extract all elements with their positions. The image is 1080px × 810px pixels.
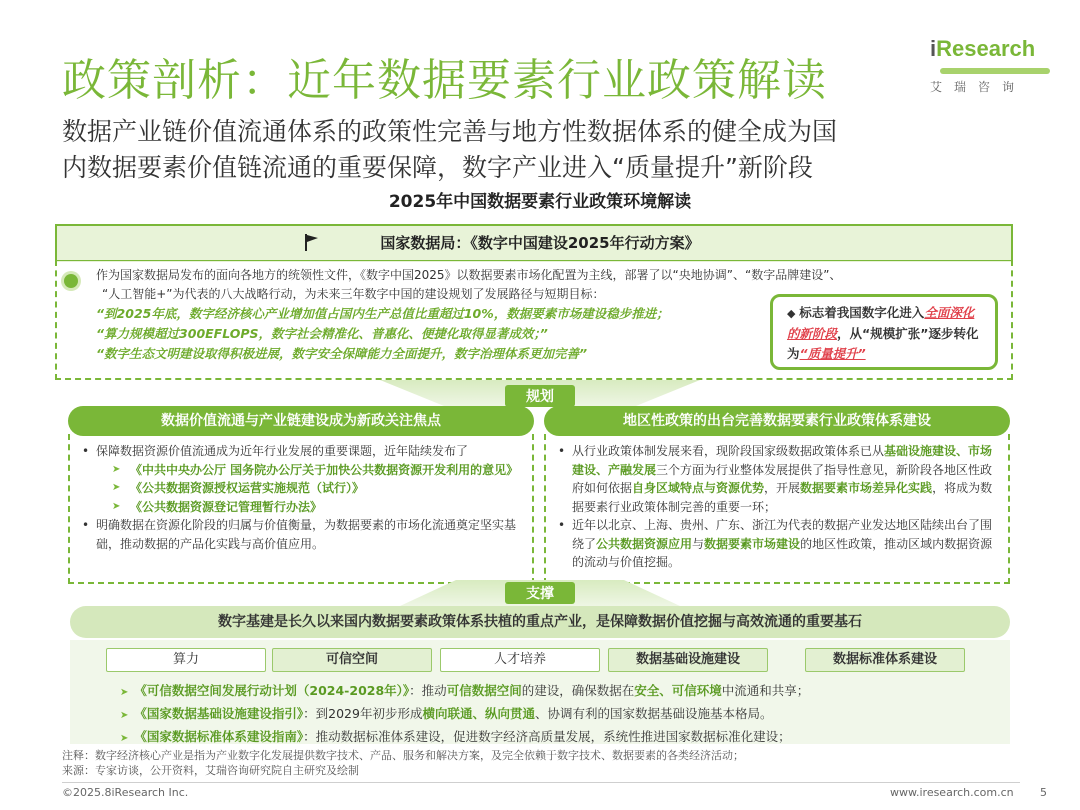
arrow-icon: ➤ [120, 710, 129, 721]
quote-3: “数字生态文明建设取得积极进展，数字安全保障能力全面提升，数字治理体系更加完善” [96, 346, 588, 361]
left-bullet-1: • 保障数据资源价值流通成为近年行业发展的重要课题，近年陆续发布了 [82, 442, 520, 461]
footer-divider [62, 782, 1020, 783]
top-header-label: 国家数据局：《数字中国建设2025年行动方案》 [380, 234, 700, 252]
ref-1-g2: 安全、可信环境 [634, 683, 722, 698]
right-bullet-1 [558, 442, 996, 516]
bubble-text-2: ，从“规模扩张”逐步转化为 [787, 326, 979, 361]
chip-talent: 人才培养 [440, 648, 600, 672]
rb2-c: 的地区性政策，推动区域内数据资源的流动与价值挖掘。 [572, 536, 993, 569]
plan-label: 规划 [505, 385, 575, 407]
ref-1-a: ：推动 [409, 683, 447, 698]
callout-bubble [770, 294, 998, 370]
rb2-b: 与 [692, 536, 705, 551]
left-column-box [68, 434, 534, 584]
subtitle-line-1: 数据产业链价值流通体系的政策性完善与地方性数据体系的健全成为国 [62, 117, 838, 146]
bubble-text-1: 标志着我国数字化进入 [799, 305, 925, 320]
left-doc-3: ➤ 《公共数据资源登记管理暂行办法》 [82, 498, 520, 517]
ref-row-3 [120, 726, 809, 749]
rb2-g1: 公共数据资源应用 [596, 536, 693, 551]
logo-swoosh [940, 68, 1050, 74]
support-label: 支撑 [505, 582, 575, 604]
website-url[interactable]: www.iresearch.com.cn [890, 786, 1014, 799]
page-number: 5 [1040, 786, 1047, 799]
diamond-icon: ◆ [787, 307, 800, 320]
left-doc-1: ➤ 《中共中央办公厅 国务院办公厅关于加快公共数据资源开发利用的意见》 [82, 461, 520, 480]
ref-row-1 [120, 680, 809, 703]
ref-2-a: ：到2029年初步形成 [303, 706, 423, 721]
ref-3-a: ：推动数据标准体系建设，促进数字经济高质量发展，系统性推进国家数据标准化建设； [303, 729, 791, 744]
subtitle-line-2: 内数据要素价值链流通的重要保障，数字产业进入“质量提升”新阶段 [62, 153, 813, 182]
logo-subtitle: 艾瑞咨询 [930, 80, 1027, 94]
ref-2-b: 、协调有利的国家数据基础设施基本格局。 [534, 706, 773, 721]
rb2-a: 近年以北京、上海、贵州、广东、浙江为代表的数据产业发达地区陆续出台了围绕了 [572, 518, 993, 551]
ref-1-c: 中流通和共享； [721, 683, 810, 698]
note-source: 来源：专家访谈，公开资料，艾瑞咨询研究院自主研究及绘制 [62, 764, 359, 777]
bubble-highlight-2: “质量提升” [799, 346, 866, 361]
ref-row-2 [120, 703, 809, 726]
rb1-g3: 数据要素市场差异化实践 [800, 481, 933, 495]
ref-2-doc: 《国家数据基础设施建设指引》 [134, 706, 304, 721]
rb1-g1: 基础设施建设、市场建设、产融发展 [572, 444, 993, 477]
bullet-dot-icon [64, 274, 78, 288]
page-title: 政策剖析：近年数据要素行业政策解读 [62, 55, 827, 106]
quote-1: “到2025年底，数字经济核心产业增加值占国内生产总值比重超过10%，数据要素市场建设稳步推进； [96, 306, 669, 321]
left-bullet-2: • 明确数据在资源化阶段的归属与价值衡量，为数据要素的市场化流通奠定坚实基础，推动数据的产品化实践与高价值应用。 [82, 516, 520, 553]
ref-1-doc: 《可信数据空间发展行动计划（2024-2028年）》 [134, 683, 410, 698]
intro-line-1: 作为国家数据局发布的面向各地方的统领性文件，《数字中国2025》以数据要素市场化配置为主线，部署了以“央地协调”、“数字品牌建设”、 [96, 268, 842, 282]
chip-data-standards: 数据标准体系建设 [805, 648, 965, 672]
left-doc-2: ➤ 《公共数据资源授权运营实施规范（试行）》 [82, 479, 520, 498]
rb1-c: ，开展 [764, 481, 801, 495]
chart-title: 2025年中国数据要素行业政策环境解读 [388, 192, 692, 212]
ref-1-b: 的建设，确保数据在 [521, 683, 635, 698]
left-column-header: 数据价值流通与产业链建设成为新政关注焦点 [68, 406, 534, 436]
rb1-g2: 自身区域特点与资源优势 [632, 481, 765, 495]
right-column-header: 地区性政策的出台完善数据要素行业政策体系建设 [544, 406, 1010, 436]
rb1-b: 三个方面为行业整体发展提供了指导性意见，新阶段各地区性政府如何依据 [572, 462, 993, 495]
page-subtitle [62, 114, 837, 186]
rb1-d: ，将成为数据要素行业政策体制完善的重要一环； [572, 481, 993, 514]
arrow-icon: ➤ [120, 733, 129, 744]
chip-data-infrastructure: 数据基础设施建设 [608, 648, 768, 672]
ref-2-g1: 横向联通、纵向贯通 [422, 706, 535, 721]
chip-trusted-space: 可信空间 [272, 648, 432, 672]
rb2-g2: 数据要素市场建设 [704, 536, 801, 551]
quote-2: “算力规模超过300EFLOPS，数字社会精准化、普惠化、便捷化取得显著成效；” [96, 326, 548, 341]
footnotes [62, 748, 744, 778]
note-1: 注释：数字经济核心产业是指为产业数字化发展提供数字技术、产品、服务和解决方案，及完全依赖于数字技术、数据要素的各类经济活动； [62, 749, 744, 762]
right-column-box [544, 434, 1010, 584]
intro-line-2: “人工智能+”为代表的八大战略行动，为未来三年数字中国的建设规划了发展路径与短期目标： [102, 287, 605, 301]
iresearch-logo [926, 32, 1051, 96]
ref-1-g1: 可信数据空间 [446, 683, 522, 698]
logo-i: i [930, 36, 937, 61]
right-bullet-2 [558, 516, 996, 572]
infrastructure-banner: 数字基建是长久以来国内数据要素政策体系扶植的重点产业，是保障数据价值挖掘与高效流通的重要基石 [70, 606, 1010, 638]
copyright: ©2025.8iResearch Inc. [62, 786, 189, 799]
ref-3-doc: 《国家数据标准体系建设指南》 [134, 729, 304, 744]
logo-research: Research [936, 36, 1036, 61]
chip-compute: 算力 [106, 648, 266, 672]
bubble-highlight-1: 全面深化的新阶段 [787, 305, 975, 341]
policy-refs [120, 680, 809, 749]
rb1-a: 从行业政策体制发展来看，现阶段国家级数据政策体系已从 [572, 444, 885, 458]
arrow-icon: ➤ [120, 687, 129, 698]
